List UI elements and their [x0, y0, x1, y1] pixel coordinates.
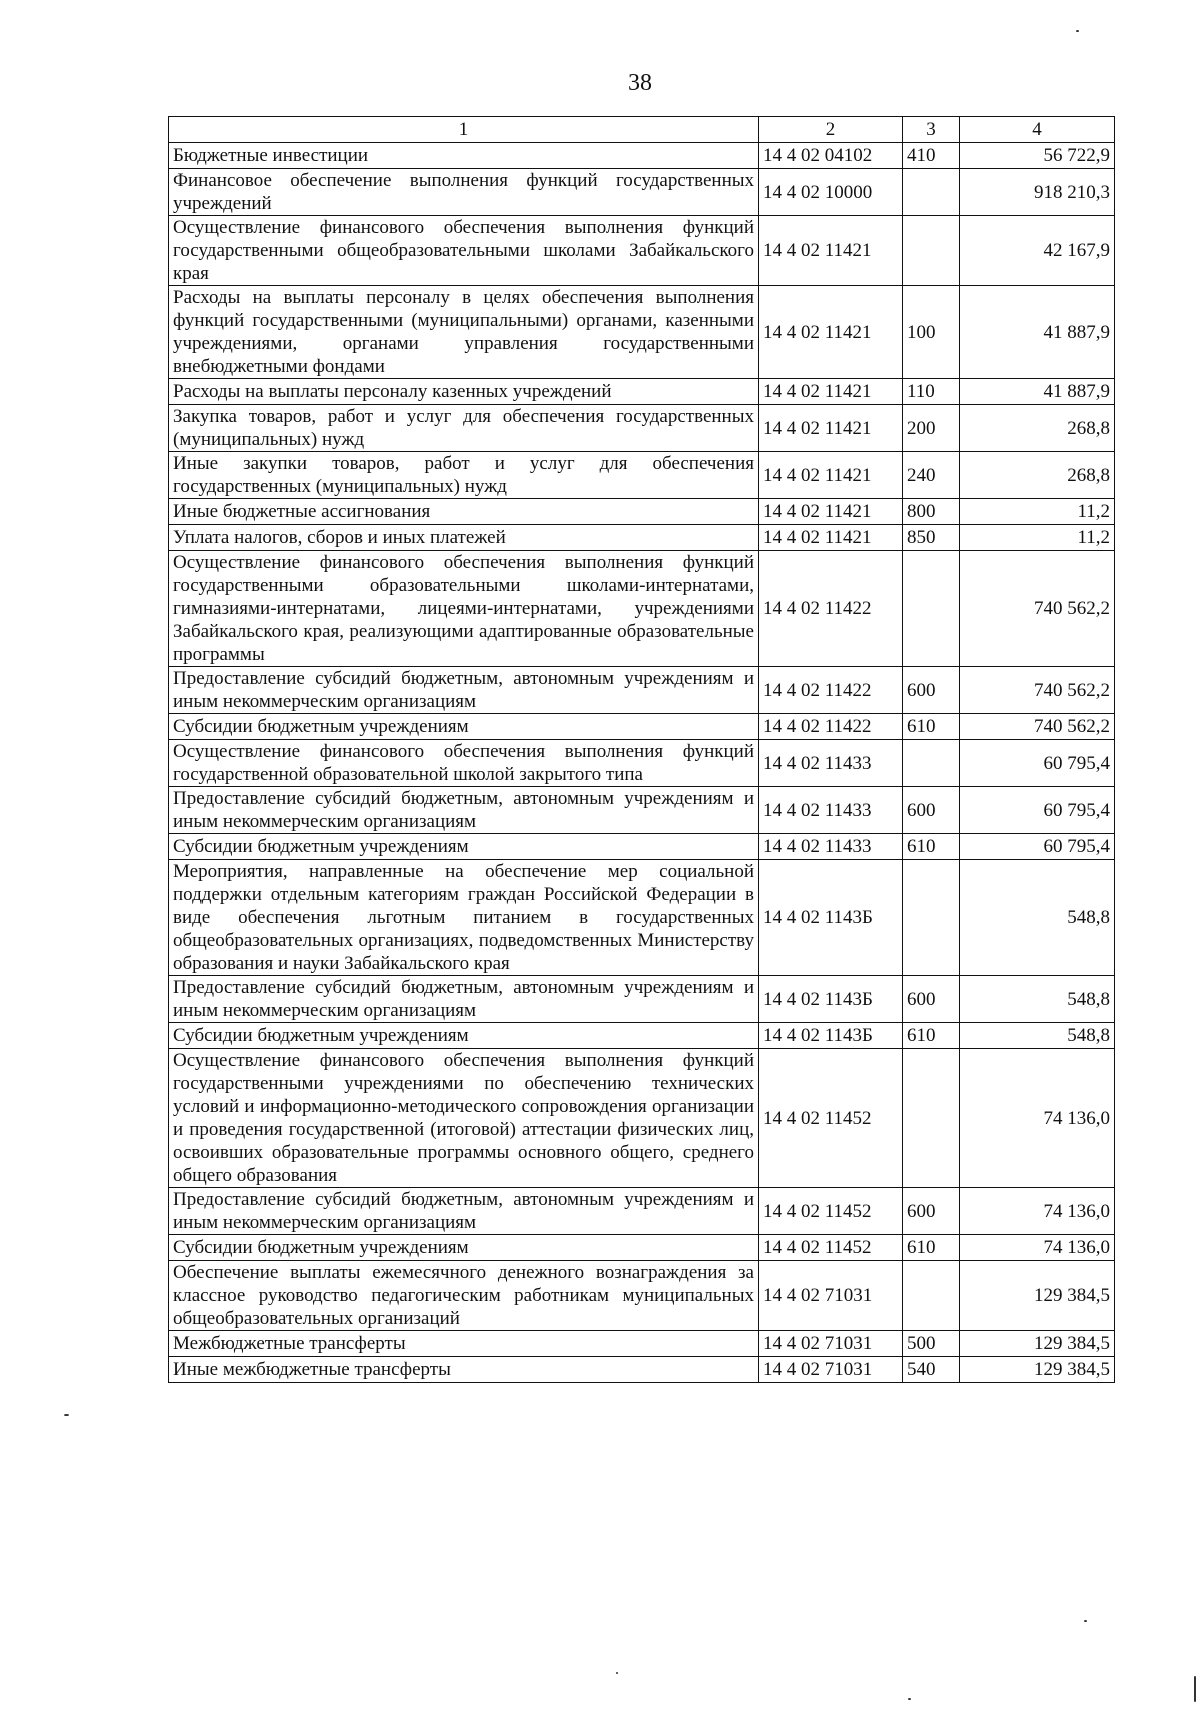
cell-amount: 129 384,5	[960, 1261, 1115, 1331]
cell-amount: 11,2	[960, 499, 1115, 525]
cell-code: 14 4 02 11452	[759, 1049, 903, 1188]
table-row	[169, 525, 1115, 551]
cell-amount: 74 136,0	[960, 1235, 1115, 1261]
cell-amount: 740 562,2	[960, 714, 1115, 740]
cell-code: 14 4 02 11452	[759, 1188, 903, 1235]
table-row	[169, 169, 1115, 216]
table-row	[169, 1331, 1115, 1357]
cell-code: 14 4 02 11421	[759, 452, 903, 499]
cell-expense-type	[903, 1261, 960, 1331]
scan-speck	[64, 1414, 69, 1416]
cell-amount: 548,8	[960, 860, 1115, 976]
cell-expense-type: 850	[903, 525, 960, 551]
cell-code: 14 4 02 11421	[759, 525, 903, 551]
cell-name: Субсидии бюджетным учреждениям	[169, 1023, 759, 1049]
table-row	[169, 976, 1115, 1023]
page-number: 38	[628, 70, 652, 96]
cell-name: Осуществление финансового обеспечения выполнения функций государственной образовательной школой закрытого типа	[169, 740, 759, 787]
cell-amount: 41 887,9	[960, 286, 1115, 379]
cell-name: Расходы на выплаты персоналу казенных учреждений	[169, 379, 759, 405]
cell-code: 14 4 02 1143Б	[759, 976, 903, 1023]
header-col-1: 1	[169, 117, 759, 143]
scan-speck	[1084, 1620, 1087, 1622]
cell-code: 14 4 02 11452	[759, 1235, 903, 1261]
table-row	[169, 1023, 1115, 1049]
cell-amount: 56 722,9	[960, 143, 1115, 169]
cell-code: 14 4 02 11421	[759, 286, 903, 379]
header-col-4: 4	[960, 117, 1115, 143]
cell-amount: 548,8	[960, 1023, 1115, 1049]
table-row	[169, 1188, 1115, 1235]
table-row	[169, 787, 1115, 834]
cell-code: 14 4 02 11422	[759, 714, 903, 740]
cell-code: 14 4 02 11433	[759, 787, 903, 834]
cell-amount: 548,8	[960, 976, 1115, 1023]
cell-expense-type: 600	[903, 976, 960, 1023]
cell-amount: 60 795,4	[960, 740, 1115, 787]
table-row	[169, 860, 1115, 976]
cell-name: Осуществление финансового обеспечения выполнения функций государственными общеобразовательными школами Забайкальского края	[169, 216, 759, 286]
table-row	[169, 1049, 1115, 1188]
cell-expense-type	[903, 551, 960, 667]
cell-amount: 740 562,2	[960, 667, 1115, 714]
budget-table	[168, 116, 1115, 1383]
scan-speck	[616, 1672, 618, 1674]
header-col-2: 2	[759, 117, 903, 143]
header-col-3: 3	[903, 117, 960, 143]
cell-amount: 129 384,5	[960, 1331, 1115, 1357]
cell-name: Предоставление субсидий бюджетным, автономным учреждениям и иным некоммерческим организациям	[169, 1188, 759, 1235]
cell-name: Уплата налогов, сборов и иных платежей	[169, 525, 759, 551]
cell-expense-type: 800	[903, 499, 960, 525]
cell-amount: 60 795,4	[960, 787, 1115, 834]
cell-name: Осуществление финансового обеспечения выполнения функций государственными образовательными школами-интернатами, гимназиями-интернатами, лицеями-интернатами, учреждениями Забайкальского края, реализующими адаптированные образовательные программы	[169, 551, 759, 667]
cell-code: 14 4 02 1143Б	[759, 1023, 903, 1049]
cell-expense-type: 600	[903, 787, 960, 834]
cell-name: Осуществление финансового обеспечения выполнения функций государственными учреждениями по обеспечению технических условий и информационно-методического сопровождения организации и проведения государственной (итоговой) аттестации физических лиц, освоивших образовательные программы основного общего, среднего общего образования	[169, 1049, 759, 1188]
cell-expense-type: 600	[903, 1188, 960, 1235]
cell-code: 14 4 02 11422	[759, 551, 903, 667]
cell-name: Финансовое обеспечение выполнения функций государственных учреждений	[169, 169, 759, 216]
table-header-row	[169, 117, 1115, 143]
cell-code: 14 4 02 11422	[759, 667, 903, 714]
cell-expense-type: 500	[903, 1331, 960, 1357]
cell-name: Закупка товаров, работ и услуг для обеспечения государственных (муниципальных) нужд	[169, 405, 759, 452]
table-row	[169, 216, 1115, 286]
cell-amount: 74 136,0	[960, 1049, 1115, 1188]
cell-code: 14 4 02 11433	[759, 834, 903, 860]
cell-name: Предоставление субсидий бюджетным, автономным учреждениям и иным некоммерческим организациям	[169, 667, 759, 714]
cell-expense-type: 200	[903, 405, 960, 452]
table-row	[169, 667, 1115, 714]
cell-amount: 268,8	[960, 405, 1115, 452]
cell-name: Расходы на выплаты персоналу в целях обеспечения выполнения функций государственными (муниципальными) органами, казенными учреждениями, органами управления государственными внебюджетными фондами	[169, 286, 759, 379]
cell-name: Обеспечение выплаты ежемесячного денежного вознаграждения за классное руководство педагогическим работникам муниципальных общеобразовательных организаций	[169, 1261, 759, 1331]
cell-amount: 129 384,5	[960, 1357, 1115, 1383]
cell-name: Межбюджетные трансферты	[169, 1331, 759, 1357]
cell-code: 14 4 02 11421	[759, 216, 903, 286]
cell-expense-type	[903, 216, 960, 286]
cell-code: 14 4 02 71031	[759, 1261, 903, 1331]
cell-expense-type: 610	[903, 1235, 960, 1261]
cell-name: Иные закупки товаров, работ и услуг для обеспечения государственных (муниципальных) нужд	[169, 452, 759, 499]
cell-amount: 60 795,4	[960, 834, 1115, 860]
cell-name: Субсидии бюджетным учреждениям	[169, 714, 759, 740]
table-row	[169, 740, 1115, 787]
cell-code: 14 4 02 11421	[759, 379, 903, 405]
scan-speck	[1076, 30, 1079, 32]
cell-amount: 41 887,9	[960, 379, 1115, 405]
cell-expense-type: 410	[903, 143, 960, 169]
cell-expense-type: 610	[903, 714, 960, 740]
table-row	[169, 1235, 1115, 1261]
table-row	[169, 1261, 1115, 1331]
table-row	[169, 1357, 1115, 1383]
scan-speck	[1194, 1676, 1196, 1702]
table-row	[169, 551, 1115, 667]
table-row	[169, 452, 1115, 499]
cell-expense-type: 100	[903, 286, 960, 379]
cell-code: 14 4 02 10000	[759, 169, 903, 216]
cell-amount: 42 167,9	[960, 216, 1115, 286]
cell-expense-type	[903, 860, 960, 976]
cell-expense-type: 610	[903, 834, 960, 860]
cell-expense-type	[903, 169, 960, 216]
cell-name: Субсидии бюджетным учреждениям	[169, 834, 759, 860]
cell-name: Иные межбюджетные трансферты	[169, 1357, 759, 1383]
cell-name: Предоставление субсидий бюджетным, автономным учреждениям и иным некоммерческим организациям	[169, 976, 759, 1023]
table-body	[169, 143, 1115, 1383]
cell-expense-type: 540	[903, 1357, 960, 1383]
cell-code: 14 4 02 11433	[759, 740, 903, 787]
table-row	[169, 834, 1115, 860]
cell-expense-type: 610	[903, 1023, 960, 1049]
cell-code: 14 4 02 11421	[759, 499, 903, 525]
table-row	[169, 286, 1115, 379]
cell-expense-type: 240	[903, 452, 960, 499]
cell-amount: 11,2	[960, 525, 1115, 551]
table-row	[169, 143, 1115, 169]
cell-name: Предоставление субсидий бюджетным, автономным учреждениям и иным некоммерческим организациям	[169, 787, 759, 834]
table-row	[169, 405, 1115, 452]
cell-expense-type: 600	[903, 667, 960, 714]
cell-code: 14 4 02 04102	[759, 143, 903, 169]
cell-code: 14 4 02 71031	[759, 1357, 903, 1383]
cell-expense-type: 110	[903, 379, 960, 405]
table-row	[169, 379, 1115, 405]
cell-name: Мероприятия, направленные на обеспечение мер социальной поддержки отдельным категориям граждан Российской Федерации в виде обеспечения льготным питанием в государственных общеобразовательных организациях, подведомственных Министерству образования и науки Забайкальского края	[169, 860, 759, 976]
cell-expense-type	[903, 740, 960, 787]
scan-speck	[908, 1698, 911, 1700]
cell-name: Иные бюджетные ассигнования	[169, 499, 759, 525]
cell-amount: 74 136,0	[960, 1188, 1115, 1235]
table-row	[169, 714, 1115, 740]
cell-expense-type	[903, 1049, 960, 1188]
cell-amount: 740 562,2	[960, 551, 1115, 667]
cell-code: 14 4 02 71031	[759, 1331, 903, 1357]
cell-amount: 918 210,3	[960, 169, 1115, 216]
cell-code: 14 4 02 11421	[759, 405, 903, 452]
cell-name: Бюджетные инвестиции	[169, 143, 759, 169]
table-row	[169, 499, 1115, 525]
cell-name: Субсидии бюджетным учреждениям	[169, 1235, 759, 1261]
cell-code: 14 4 02 1143Б	[759, 860, 903, 976]
cell-amount: 268,8	[960, 452, 1115, 499]
